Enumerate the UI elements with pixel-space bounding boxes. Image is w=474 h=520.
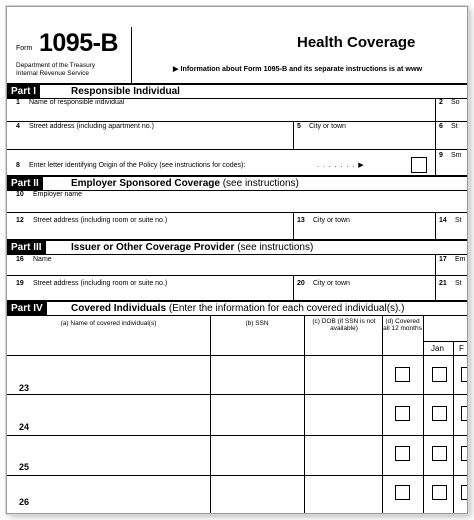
col-head-covered: (d) Covered all 12 months [383,318,422,332]
field-6-number: 6 [439,123,443,130]
field-4-number: 4 [16,123,20,130]
rule [7,149,467,150]
row-26-feb-checkbox[interactable] [461,485,468,500]
col-divider [382,315,383,514]
field-20-label: City or town [313,280,350,287]
row-25-jan-checkbox[interactable] [432,446,447,461]
origin-code-box[interactable] [411,157,427,173]
part4-title-suffix: (Enter the information for each covered individual(s).) [168,303,405,314]
col-divider [210,315,211,514]
field-10-number: 10 [16,191,24,198]
field-9-label: Sm [451,152,462,159]
row-25-number: 25 [19,462,30,472]
row-25-feb-checkbox[interactable] [461,446,468,461]
row-24-covered-checkbox[interactable] [395,406,410,421]
field-13-number: 13 [297,217,305,224]
rule [7,121,467,122]
field-5-label: City or town [309,123,346,130]
rule [423,341,467,342]
part1-title: Responsible Individual [71,86,180,97]
field-19-label: Street address (including room or suite no.) [33,280,168,287]
field-21-number: 21 [439,280,447,287]
rule [293,212,294,240]
field-2-label: So [451,99,460,106]
row-24-number: 24 [19,422,30,432]
rule [435,98,436,121]
field-9-number: 9 [439,152,443,159]
rule [435,121,436,149]
info-line: ▶ Information about Form 1095-B and its separate instructions is at www [173,64,423,73]
rule [7,435,467,436]
part1-header [7,85,467,98]
rule [7,275,467,276]
row-23-covered-checkbox[interactable] [395,367,410,382]
row-23-feb-checkbox[interactable] [461,367,468,382]
rule [7,315,467,316]
col-head-jan: Jan [431,344,444,353]
field-8-leader: . . . . . . . ▶ [317,162,365,169]
row-23-jan-checkbox[interactable] [432,367,447,382]
part4-title: Covered Individuals [71,303,167,314]
part4-tag: Part IV [7,302,47,315]
part2-title-suffix: (see instructions) [222,178,299,189]
field-1-label: Name of responsible individual [29,99,125,106]
part1-tag: Part I [7,85,40,98]
part2-title: Employer Sponsored Coverage [71,178,220,189]
field-21-label: St [455,280,462,287]
rule [7,475,467,476]
field-19-number: 19 [16,280,24,287]
field-8-number: 8 [16,162,20,169]
irs-label: Internal Revenue Service [16,70,89,77]
form-prefix: Form [16,45,33,52]
rule [435,275,436,301]
field-14-label: St [455,217,462,224]
field-16-number: 16 [16,256,24,263]
col-head-dob: (c) DOB (if SSN is not available) [312,318,376,332]
field-2-number: 2 [439,99,443,106]
col-head-ssn: (b) SSN [245,320,269,327]
row-25-covered-checkbox[interactable] [395,446,410,461]
field-13-label: City or town [313,217,350,224]
rule [435,212,436,240]
col-divider [423,315,424,514]
col-divider [453,341,454,514]
rule [7,254,467,255]
form-1095b [6,6,468,514]
department-label: Department of the Treasury [16,62,96,69]
row-24-jan-checkbox[interactable] [432,406,447,421]
field-12-label: Street address (including room or suite no.) [33,217,168,224]
rule [7,355,467,356]
rule [7,394,467,395]
page-title: Health Coverage [297,34,416,51]
row-23-number: 23 [19,383,30,393]
rule [293,121,294,149]
part3-title: Issuer or Other Coverage Provider [71,242,235,253]
rule [435,254,436,275]
field-14-number: 14 [439,217,447,224]
rule [435,149,436,176]
row-26-number: 26 [19,497,30,507]
col-head-feb: F [459,344,464,353]
field-5-number: 5 [297,123,301,130]
field-4-label: Street address (including apartment no.) [29,123,154,130]
col-head-name: (a) Name of covered individual(s) [60,320,157,327]
header-divider [131,27,132,83]
field-20-number: 20 [297,280,305,287]
field-6-label: St [451,123,458,130]
field-1-number: 1 [16,99,20,106]
rule [293,275,294,301]
field-12-number: 12 [16,217,24,224]
part2-tag: Part II [7,177,43,190]
row-26-covered-checkbox[interactable] [395,485,410,500]
field-10-label: Employer name [33,191,83,198]
form-number: 1095-B [39,29,118,57]
part4-header [7,302,467,315]
row-26-jan-checkbox[interactable] [432,485,447,500]
field-17-number: 17 [439,256,447,263]
part3-title-suffix: (see instructions) [237,242,314,253]
part2-header [7,177,467,190]
field-8-label: Enter letter identifying Origin of the Policy (see instructions for codes): [29,162,246,169]
part3-header [7,241,467,254]
row-24-feb-checkbox[interactable] [461,406,468,421]
part3-tag: Part III [7,241,46,254]
rule [7,212,467,213]
field-16-label: Name [33,256,52,263]
col-divider [304,315,305,514]
field-17-label: Em [455,256,466,263]
